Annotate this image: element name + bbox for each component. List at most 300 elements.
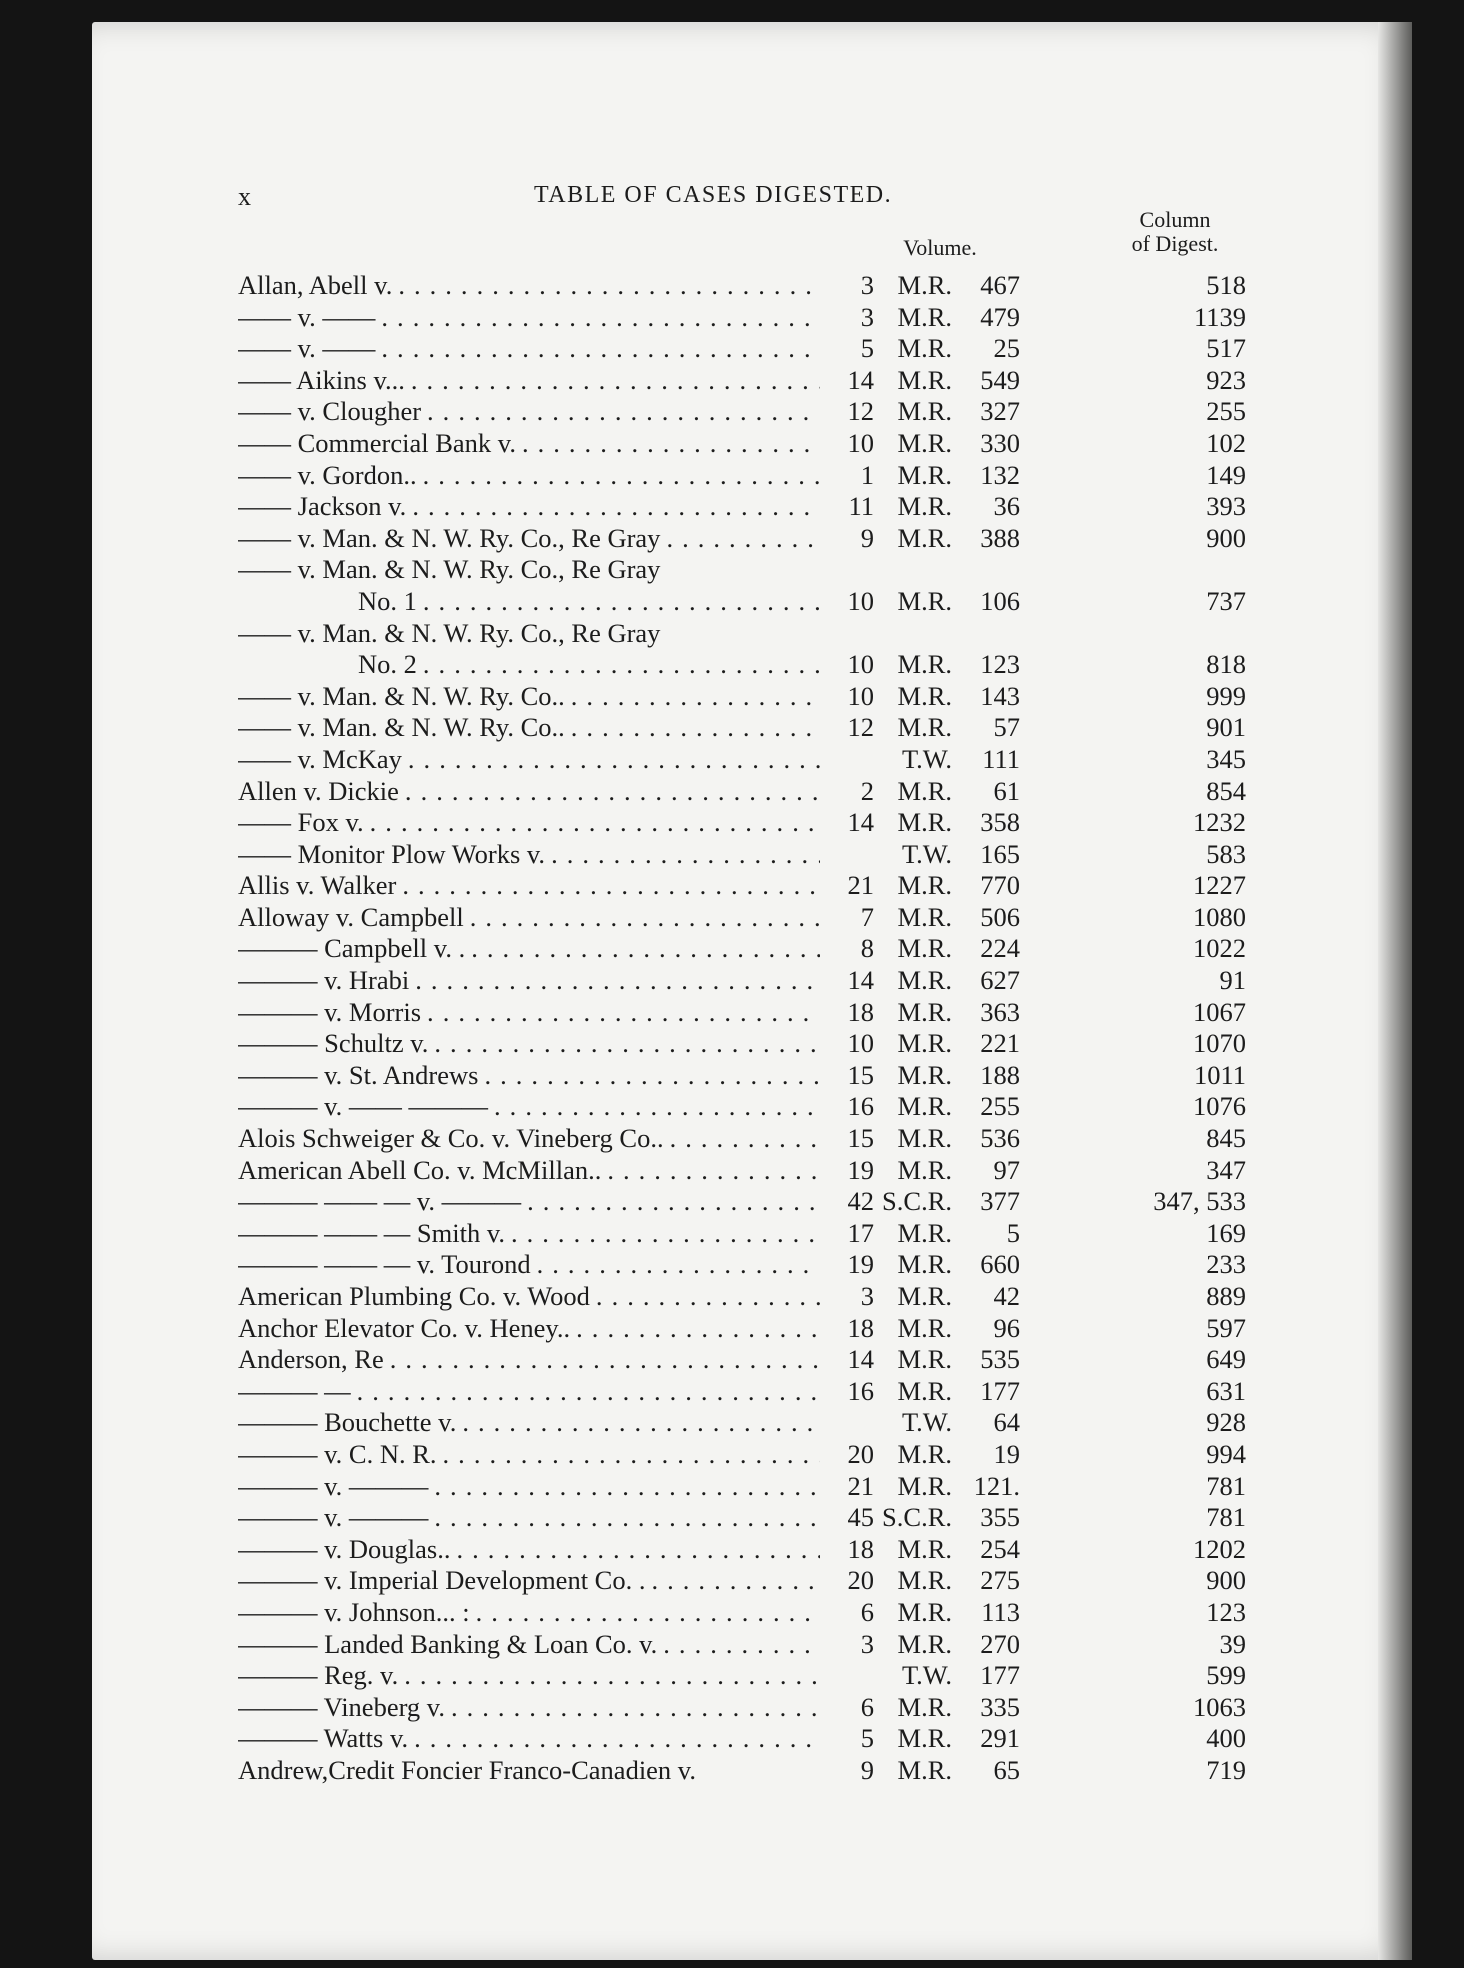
report-abbreviation: M.R. — [897, 301, 952, 332]
case-name-cell — [238, 1471, 820, 1503]
digest-column: 597 — [1206, 1312, 1246, 1343]
case-name: ——— v. Douglas.. — [238, 1533, 451, 1564]
dot-leader — [476, 1597, 820, 1629]
case-name: ——— v. St. Andrews — [238, 1059, 479, 1090]
dot-leader — [434, 1502, 820, 1534]
report-abbreviation: M.R. — [897, 1565, 952, 1596]
page-number: x — [238, 182, 251, 211]
digest-column: 631 — [1206, 1375, 1246, 1406]
digest-column: 149 — [1206, 459, 1246, 490]
case-row — [238, 428, 1258, 460]
report-abbreviation: M.R. — [897, 1028, 952, 1059]
report-abbreviation: M.R. — [897, 427, 952, 458]
report-page: 275 — [980, 1565, 1020, 1596]
volume-number: 20 — [847, 1565, 874, 1596]
case-name: ——— —— — v. ——— — [238, 1186, 522, 1217]
digest-column: 999 — [1206, 680, 1246, 711]
report-page: 96 — [993, 1312, 1020, 1343]
report-abbreviation: M.R. — [897, 1312, 952, 1343]
digest-column: 347 — [1206, 1154, 1246, 1185]
case-name: —— v. —— — [238, 333, 376, 364]
case-name-cell — [238, 1723, 820, 1755]
case-name-cell — [238, 428, 820, 460]
case-name-cell — [238, 1376, 820, 1408]
report-page: 467 — [980, 270, 1020, 300]
volume-number: 6 — [860, 1596, 874, 1627]
report-abbreviation: M.R. — [897, 775, 952, 806]
case-row — [238, 1028, 1258, 1060]
volume-number: 10 — [847, 680, 874, 711]
case-name: No. 2 — [358, 649, 417, 680]
digest-column: 233 — [1206, 1249, 1246, 1280]
report-abbreviation: M.R. — [897, 1123, 952, 1154]
case-name-cell — [238, 1597, 820, 1629]
report-page: 355 — [980, 1502, 1020, 1533]
report-abbreviation: M.R. — [897, 1375, 952, 1406]
report-page: 5 — [1006, 1217, 1020, 1248]
dot-leader — [423, 460, 820, 492]
dot-leader — [415, 965, 820, 997]
report-page: 549 — [980, 364, 1020, 395]
volume-number: 10 — [847, 427, 874, 458]
dot-leader — [607, 1155, 820, 1187]
case-name: ——— —— — v. Tourond — [238, 1249, 531, 1280]
volume-column-heading: Volume. — [903, 235, 977, 260]
volume-number: 15 — [847, 1123, 874, 1154]
volume-number: 14 — [847, 807, 874, 838]
digest-column: 845 — [1206, 1123, 1246, 1154]
case-row — [238, 396, 1258, 428]
report-page: 506 — [980, 901, 1020, 932]
report-abbreviation: M.R. — [897, 996, 952, 1027]
report-page: 143 — [980, 680, 1020, 711]
case-name-cell — [238, 681, 820, 713]
volume-number: 10 — [847, 649, 874, 680]
case-row — [238, 1155, 1258, 1187]
volume-number: 21 — [847, 870, 874, 901]
case-name-cell — [238, 1502, 820, 1534]
report-page: 363 — [980, 996, 1020, 1027]
volume-number: 14 — [847, 364, 874, 395]
dot-leader — [434, 1028, 820, 1060]
report-page: 224 — [980, 933, 1020, 964]
dot-leader — [398, 270, 820, 302]
case-name: —— Monitor Plow Works v. — [238, 838, 546, 869]
digest-column: 393 — [1206, 491, 1246, 522]
report-abbreviation: M.R. — [897, 1091, 952, 1122]
case-name-cell — [238, 1534, 820, 1566]
digest-column: 345 — [1206, 743, 1246, 774]
case-name-cell — [238, 933, 820, 965]
digest-column: 39 — [1219, 1628, 1246, 1659]
digest-column: 900 — [1206, 1565, 1246, 1596]
case-name-cell — [238, 1344, 820, 1376]
report-abbreviation: M.R. — [897, 807, 952, 838]
dot-leader — [596, 1281, 820, 1313]
volume-number: 15 — [847, 1059, 874, 1090]
case-name-cell — [238, 776, 820, 808]
report-abbreviation: T.W. — [901, 743, 952, 774]
dot-leader — [427, 396, 820, 428]
case-name-cell — [238, 1281, 820, 1313]
report-page: 121. — [973, 1470, 1020, 1501]
case-row — [238, 270, 1258, 302]
case-name: —— v. Gordon.. — [238, 459, 417, 490]
case-row — [238, 460, 1258, 492]
case-name: —— v. —— — [238, 301, 376, 332]
case-row — [238, 1249, 1258, 1281]
report-page: 97 — [993, 1154, 1020, 1185]
report-page: 536 — [980, 1123, 1020, 1154]
dot-leader — [405, 776, 820, 808]
volume-number: 5 — [860, 1723, 874, 1754]
case-row — [238, 302, 1258, 334]
volume-number: 1 — [860, 459, 874, 490]
case-row — [238, 1597, 1258, 1629]
volume-number: 3 — [860, 1628, 874, 1659]
digest-heading-line1: Column — [1139, 207, 1211, 232]
digest-column: 928 — [1206, 1407, 1246, 1438]
volume-number: 16 — [847, 1375, 874, 1406]
report-abbreviation: M.R. — [897, 1470, 952, 1501]
case-name: —— v. Man. & N. W. Ry. Co., Re Gray — [238, 554, 661, 585]
case-name-cell — [238, 554, 820, 586]
digest-column: 900 — [1206, 522, 1246, 553]
report-page: 388 — [980, 522, 1020, 553]
page-header — [238, 182, 1238, 222]
volume-number: 18 — [847, 996, 874, 1027]
case-table — [238, 270, 1258, 1787]
dot-leader — [456, 1534, 820, 1566]
case-name-cell — [238, 302, 820, 334]
case-name: Anchor Elevator Co. v. Heney.. — [238, 1312, 571, 1343]
report-abbreviation: M.R. — [897, 1154, 952, 1185]
digest-column: 854 — [1206, 775, 1246, 806]
case-name: Anderson, Re — [238, 1344, 384, 1375]
report-abbreviation: M.R. — [897, 1249, 952, 1280]
case-name-cell — [238, 965, 820, 997]
report-abbreviation: M.R. — [897, 459, 952, 490]
case-name: ——— Campbell v. . — [238, 933, 466, 964]
volume-number: 10 — [847, 585, 874, 616]
dot-leader — [423, 586, 820, 618]
volume-number: 10 — [847, 1028, 874, 1059]
report-page: 57 — [993, 712, 1020, 743]
dot-leader — [390, 1344, 820, 1376]
report-abbreviation: M.R. — [897, 585, 952, 616]
case-name: ——— v. Imperial Development Co. . — [238, 1565, 646, 1596]
digest-column: 1202 — [1193, 1533, 1246, 1564]
dot-leader — [462, 1407, 820, 1439]
volume-number: 6 — [860, 1691, 874, 1722]
report-page: 123 — [980, 649, 1020, 680]
digest-column: 347, 533 — [1153, 1186, 1246, 1217]
report-abbreviation: M.R. — [897, 1628, 952, 1659]
report-page: 64 — [993, 1407, 1020, 1438]
digest-column: 737 — [1206, 585, 1246, 616]
report-page: 188 — [980, 1059, 1020, 1090]
digest-column: 901 — [1206, 712, 1246, 743]
volume-number: 19 — [847, 1154, 874, 1185]
case-name: American Abell Co. v. McMillan.. — [238, 1154, 602, 1185]
report-abbreviation: M.R. — [897, 1281, 952, 1311]
case-row — [238, 1091, 1258, 1123]
digest-column: 400 — [1206, 1723, 1246, 1754]
case-row — [238, 1534, 1258, 1566]
dot-leader — [357, 1376, 820, 1408]
case-row — [238, 649, 1258, 681]
report-page: 377 — [980, 1186, 1020, 1217]
case-name-cell — [238, 807, 820, 839]
digest-column: 1080 — [1193, 901, 1246, 932]
case-name: ——— v. Hrabi — [238, 965, 410, 996]
case-name-cell — [238, 1755, 820, 1787]
digest-column: 1076 — [1193, 1091, 1246, 1122]
dot-leader — [427, 997, 820, 1029]
digest-column: 1067 — [1193, 996, 1246, 1027]
case-name-cell — [238, 1692, 820, 1724]
case-name-cell — [238, 997, 820, 1029]
report-page: 113 — [981, 1596, 1020, 1627]
report-abbreviation: S.C.R. — [882, 1186, 952, 1217]
dot-leader — [484, 1060, 820, 1092]
dot-leader — [511, 1218, 820, 1250]
case-row — [238, 1344, 1258, 1376]
report-page: 106 — [980, 585, 1020, 616]
digest-column: 169 — [1206, 1217, 1246, 1248]
case-name: —— Fox v. — [238, 807, 364, 838]
report-page: 627 — [980, 965, 1020, 996]
case-row — [238, 1660, 1258, 1692]
report-abbreviation: M.R. — [897, 933, 952, 964]
report-page: 221 — [980, 1028, 1020, 1059]
case-name: ——— Bouchette v. — [238, 1407, 457, 1438]
digest-column: 102 — [1206, 427, 1246, 458]
report-abbreviation: S.C.R. — [882, 1502, 952, 1533]
case-row — [238, 554, 1258, 586]
report-page: 479 — [980, 301, 1020, 332]
report-page: 65 — [993, 1754, 1020, 1785]
dot-leader — [370, 807, 820, 839]
volume-number: 2 — [860, 775, 874, 806]
case-row — [238, 839, 1258, 871]
case-name-cell — [238, 1060, 820, 1092]
dot-leader — [571, 712, 820, 744]
digest-column: 781 — [1206, 1502, 1246, 1533]
volume-number: 14 — [847, 1344, 874, 1375]
case-name: ——— Schultz v. — [238, 1028, 429, 1059]
case-row — [238, 1123, 1258, 1155]
report-abbreviation: M.R. — [897, 1344, 952, 1375]
digest-column: 1022 — [1193, 933, 1246, 964]
report-abbreviation: M.R. — [897, 1059, 952, 1090]
volume-number: 19 — [847, 1249, 874, 1280]
digest-column: 923 — [1206, 364, 1246, 395]
case-name: —— v. Man. & N. W. Ry. Co.. — [238, 680, 565, 711]
case-row — [238, 965, 1258, 997]
volume-number: 9 — [860, 522, 874, 553]
dot-leader — [434, 1471, 820, 1503]
report-abbreviation: M.R. — [897, 364, 952, 395]
case-name: Allis v. Walker — [238, 870, 397, 901]
case-name: —— v. Man. & N. W. Ry. Co., Re Gray — [238, 617, 661, 648]
report-page: 61 — [993, 775, 1020, 806]
case-name: —— v. Man. & N. W. Ry. Co., Re Gray — [238, 522, 661, 553]
dot-leader — [551, 839, 820, 871]
digest-column: 781 — [1206, 1470, 1246, 1501]
case-name-cell — [238, 618, 820, 650]
case-name-cell — [238, 333, 820, 365]
dot-leader — [408, 744, 820, 776]
volume-number: 45 — [847, 1502, 874, 1533]
case-name-cell — [238, 1660, 820, 1692]
case-row — [238, 807, 1258, 839]
digest-column: 1011 — [1193, 1059, 1246, 1090]
digest-column: 599 — [1206, 1660, 1246, 1691]
digest-column: 719 — [1206, 1754, 1246, 1785]
case-name-cell — [238, 870, 820, 902]
case-row — [238, 1755, 1258, 1787]
dot-leader — [651, 1565, 820, 1597]
case-row — [238, 1376, 1258, 1408]
dot-leader — [411, 365, 820, 397]
case-name: —— Aikins v... — [238, 364, 405, 395]
running-title: TABLE OF CASES DIGESTED. — [534, 182, 893, 208]
volume-number: 42 — [847, 1186, 874, 1217]
case-name: ——— —— — Smith v. — [238, 1217, 505, 1248]
case-row — [238, 681, 1258, 713]
dot-leader — [527, 1186, 820, 1218]
volume-number: 21 — [847, 1470, 874, 1501]
case-row — [238, 1218, 1258, 1250]
digest-column: 1227 — [1193, 870, 1246, 901]
report-page: 177 — [980, 1375, 1020, 1406]
dot-leader — [443, 1439, 820, 1471]
case-row — [238, 870, 1258, 902]
report-abbreviation: M.R. — [897, 1691, 952, 1722]
case-name-cell — [238, 1439, 820, 1471]
digest-column: 818 — [1206, 649, 1246, 680]
report-page: 42 — [993, 1281, 1020, 1311]
case-name-cell — [238, 1218, 820, 1250]
dot-leader — [423, 649, 820, 681]
case-name-cell — [238, 839, 820, 871]
report-abbreviation: M.R. — [897, 491, 952, 522]
page-edge-shadow — [1378, 22, 1412, 1960]
case-row — [238, 1565, 1258, 1597]
case-name: ——— v. C. N. R. — [238, 1438, 437, 1469]
case-name-cell — [238, 365, 820, 397]
report-abbreviation: M.R. — [897, 1596, 952, 1627]
case-row — [238, 523, 1258, 555]
case-name: ——— v. —— ——— — [238, 1091, 489, 1122]
case-row — [238, 1407, 1258, 1439]
volume-number: 12 — [847, 712, 874, 743]
dot-leader — [414, 1723, 820, 1755]
case-name-cell — [238, 586, 820, 618]
volume-number: 12 — [847, 396, 874, 427]
dot-leader — [381, 302, 820, 334]
report-page: 335 — [980, 1691, 1020, 1722]
case-name: —— Jackson v. — [238, 491, 407, 522]
case-name: Alois Schweiger & Co. v. Vineberg Co.. — [238, 1123, 664, 1154]
report-page: 36 — [993, 491, 1020, 522]
report-page: 25 — [993, 333, 1020, 364]
case-row — [238, 618, 1258, 650]
report-page: 660 — [980, 1249, 1020, 1280]
volume-number: 18 — [847, 1312, 874, 1343]
case-name-cell — [238, 1249, 820, 1281]
case-row — [238, 1471, 1258, 1503]
case-name: Andrew,Credit Foncier Franco-Canadien v. — [238, 1754, 696, 1785]
case-name-cell — [238, 1028, 820, 1060]
case-row — [238, 1723, 1258, 1755]
dot-leader — [412, 491, 820, 523]
digest-column: 255 — [1206, 396, 1246, 427]
dot-leader — [571, 681, 820, 713]
case-name: ——— v. ——— — [238, 1502, 429, 1533]
case-row — [238, 933, 1258, 965]
report-abbreviation: M.R. — [897, 1438, 952, 1469]
case-name: No. 1 — [358, 585, 417, 616]
digest-column: 1063 — [1193, 1691, 1246, 1722]
case-name: —— v. McKay — [238, 743, 402, 774]
volume-number: 14 — [847, 965, 874, 996]
case-row — [238, 333, 1258, 365]
case-name-cell — [238, 1629, 820, 1661]
report-page: 770 — [980, 870, 1020, 901]
case-name: ——— v. ——— — [238, 1470, 429, 1501]
case-name: —— v. Clougher — [238, 396, 422, 427]
volume-number: 7 — [860, 901, 874, 932]
case-name: Allan, Abell v. — [238, 270, 393, 300]
case-row — [238, 712, 1258, 744]
case-name: ——— Landed Banking & Loan Co. v. — [238, 1628, 658, 1659]
digest-column: 1139 — [1193, 301, 1246, 332]
case-name-cell — [238, 1123, 820, 1155]
case-name: American Plumbing Co. v. Wood — [238, 1281, 590, 1311]
case-row — [238, 1502, 1258, 1534]
digest-column: 1232 — [1193, 807, 1246, 838]
case-name-cell — [238, 396, 820, 428]
volume-number: 16 — [847, 1091, 874, 1122]
report-abbreviation: M.R. — [897, 680, 952, 711]
case-name-cell — [238, 1186, 820, 1218]
report-abbreviation: M.R. — [897, 649, 952, 680]
report-abbreviation: M.R. — [897, 965, 952, 996]
case-row — [238, 491, 1258, 523]
case-name: ——— v. Morris — [238, 996, 422, 1027]
report-abbreviation: M.R. — [897, 1754, 952, 1785]
report-abbreviation: M.R. — [897, 901, 952, 932]
report-abbreviation: T.W. — [901, 1660, 952, 1691]
report-abbreviation: M.R. — [897, 870, 952, 901]
dot-leader — [470, 902, 820, 934]
case-row — [238, 1186, 1258, 1218]
report-abbreviation: T.W. — [901, 838, 952, 869]
case-row — [238, 1692, 1258, 1724]
case-name-cell — [238, 902, 820, 934]
dot-leader — [670, 1123, 820, 1155]
case-name: —— Commercial Bank v. — [238, 427, 516, 458]
case-name: ——— Watts v. — [238, 1723, 409, 1754]
case-row — [238, 776, 1258, 808]
case-row — [238, 365, 1258, 397]
volume-number: 11 — [848, 491, 874, 522]
dot-leader — [666, 523, 820, 555]
case-name-cell — [238, 649, 820, 681]
report-abbreviation: M.R. — [897, 1723, 952, 1754]
